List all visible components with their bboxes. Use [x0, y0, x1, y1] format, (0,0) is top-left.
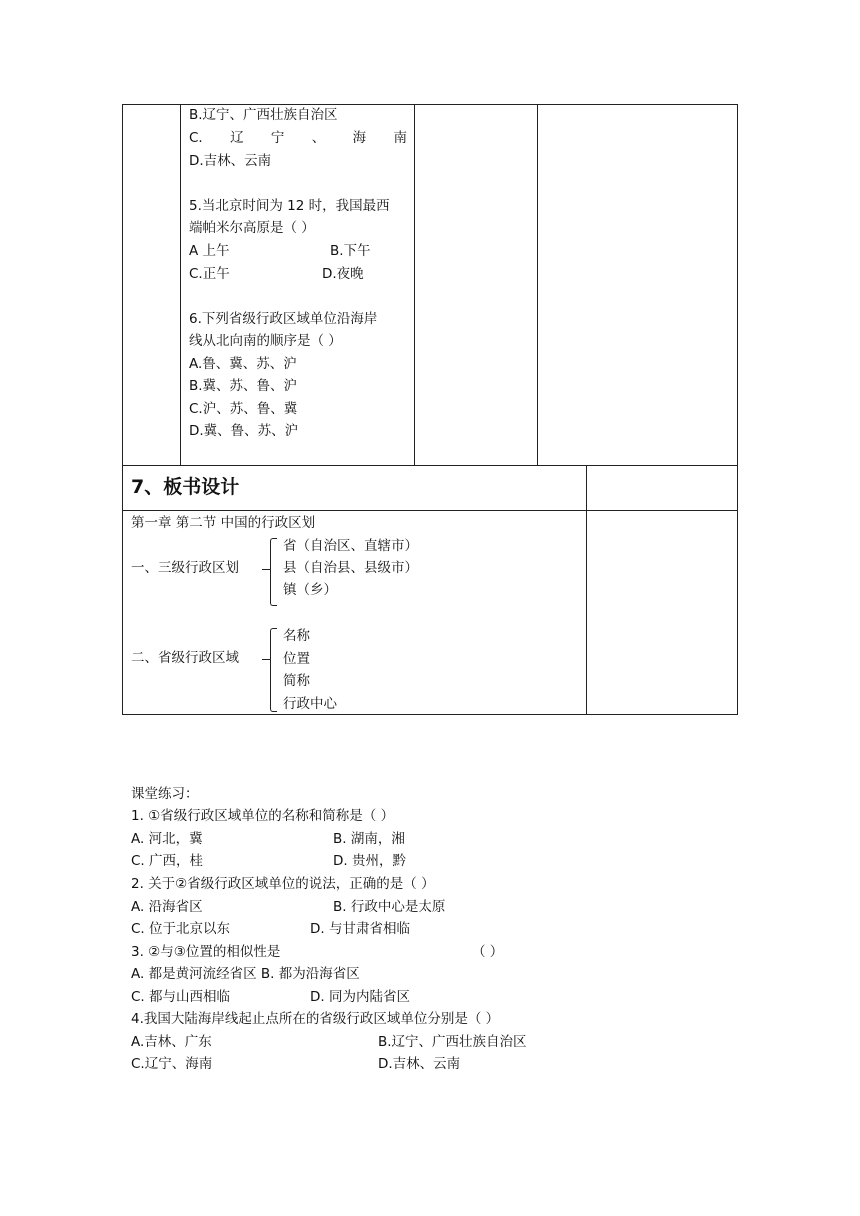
- q6-option-b: B.冀、苏、鲁、沪: [189, 378, 298, 394]
- ex4-option-a: A.吉林、广东: [131, 1034, 212, 1050]
- ex2-option-b: B. 行政中心是太原: [333, 899, 446, 915]
- table-top-border: [122, 104, 738, 105]
- q4-option-c-row: [189, 129, 407, 148]
- section2-item: 行政中心: [283, 696, 337, 712]
- q5-option-d: D.夜晚: [322, 266, 364, 282]
- table-bottom-border: [122, 714, 738, 715]
- exercise-title: 课堂练习：: [131, 786, 199, 802]
- q5-stem-line1: 5.当北京时间为 12 时，我国最西: [189, 198, 390, 214]
- q5-option-c: C.正午: [189, 266, 230, 282]
- ex1-option-c: C. 广西，桂: [131, 853, 204, 869]
- ex3-option-ab: A. 都是黄河流经省区 B. 都为沿海省区: [131, 966, 360, 982]
- q6-stem-line1: 6.下列省级行政区域单位沿海岸: [189, 311, 378, 327]
- col-divider-2: [414, 104, 415, 465]
- ex3-option-c: C. 都与山西相临: [131, 989, 231, 1005]
- q4-option-c-part: 南: [393, 130, 407, 146]
- ex1-stem: 1. ①省级行政区域单位的名称和简称是（ ）: [131, 808, 395, 824]
- table-row-divider: [122, 465, 738, 466]
- q5-option-a: A 上午: [189, 243, 230, 259]
- ex4-option-b: B.辽宁、广西壮族自治区: [378, 1034, 527, 1050]
- ex4-option-c: C.辽宁、海南: [131, 1056, 213, 1072]
- ex2-option-a: A. 沿海省区: [131, 899, 203, 915]
- col-divider-board: [586, 465, 587, 714]
- q4-option-c-part: 海: [352, 130, 367, 146]
- ex1-option-d: D. 贵州，黔: [333, 853, 406, 869]
- board-heading: 7、板书设计: [131, 476, 240, 498]
- section1-item: 镇（乡）: [283, 582, 337, 598]
- ex3-stem: 3. ②与③位置的相似性是: [131, 944, 281, 960]
- q4-option-b: B.辽宁、广西壮族自治区: [189, 107, 338, 123]
- ex3-option-d: D. 同为内陆省区: [310, 989, 410, 1005]
- ex2-option-c: C. 位于北京以东: [131, 921, 231, 937]
- section2-item: 简称: [283, 673, 310, 689]
- section1-label: 一、三级行政区划: [131, 560, 239, 576]
- q5-option-b: B.下午: [330, 243, 371, 259]
- q4-option-d: D.吉林、云南: [189, 153, 272, 169]
- q4-option-c-part: 、: [311, 130, 326, 146]
- q6-option-d: D.冀、鲁、苏、沪: [189, 423, 299, 439]
- section2-item: 名称: [283, 628, 310, 644]
- section2-item: 位置: [283, 651, 310, 667]
- ex1-option-a: A. 河北，冀: [131, 831, 203, 847]
- ex4-option-d: D.吉林、云南: [378, 1056, 461, 1072]
- q6-option-a: A.鲁、冀、苏、沪: [189, 356, 297, 372]
- q4-option-c-part: C.: [189, 130, 203, 146]
- section2-brace: [270, 628, 277, 712]
- board-heading-divider: [122, 510, 738, 511]
- q4-option-c-part: 宁: [270, 130, 285, 146]
- q6-option-c: C.沪、苏、鲁、冀: [189, 401, 298, 417]
- section1-connector: [262, 569, 270, 570]
- col-divider-1: [180, 104, 181, 465]
- section1-brace: [270, 538, 277, 606]
- q4-option-c-part: 辽: [230, 130, 244, 146]
- table-right-border: [737, 104, 738, 715]
- board-chapter-title: 第一章 第二节 中国的行政区划: [131, 515, 316, 531]
- table-left-border: [122, 104, 123, 715]
- ex2-option-d: D. 与甘肃省相临: [310, 921, 410, 937]
- ex1-option-b: B. 湖南，湘: [333, 831, 405, 847]
- ex4-stem: 4.我国大陆海岸线起止点所在的省级行政区域单位分别是（ ）: [131, 1011, 500, 1027]
- section2-label: 二、省级行政区域: [131, 650, 239, 666]
- q6-stem-line2: 线从北向南的顺序是（ ）: [189, 333, 342, 349]
- section1-item: 县（自治县、县级市）: [283, 560, 418, 576]
- ex2-stem: 2. 关于②省级行政区域单位的说法，正确的是（ ）: [131, 876, 435, 892]
- section1-item: 省（自治区、直辖市）: [283, 538, 418, 554]
- section2-connector: [262, 659, 270, 660]
- ex3-paren: （ ）: [472, 944, 504, 960]
- q5-stem-line2: 端帕米尔高原是（ ）: [189, 220, 315, 236]
- col-divider-3: [537, 104, 538, 465]
